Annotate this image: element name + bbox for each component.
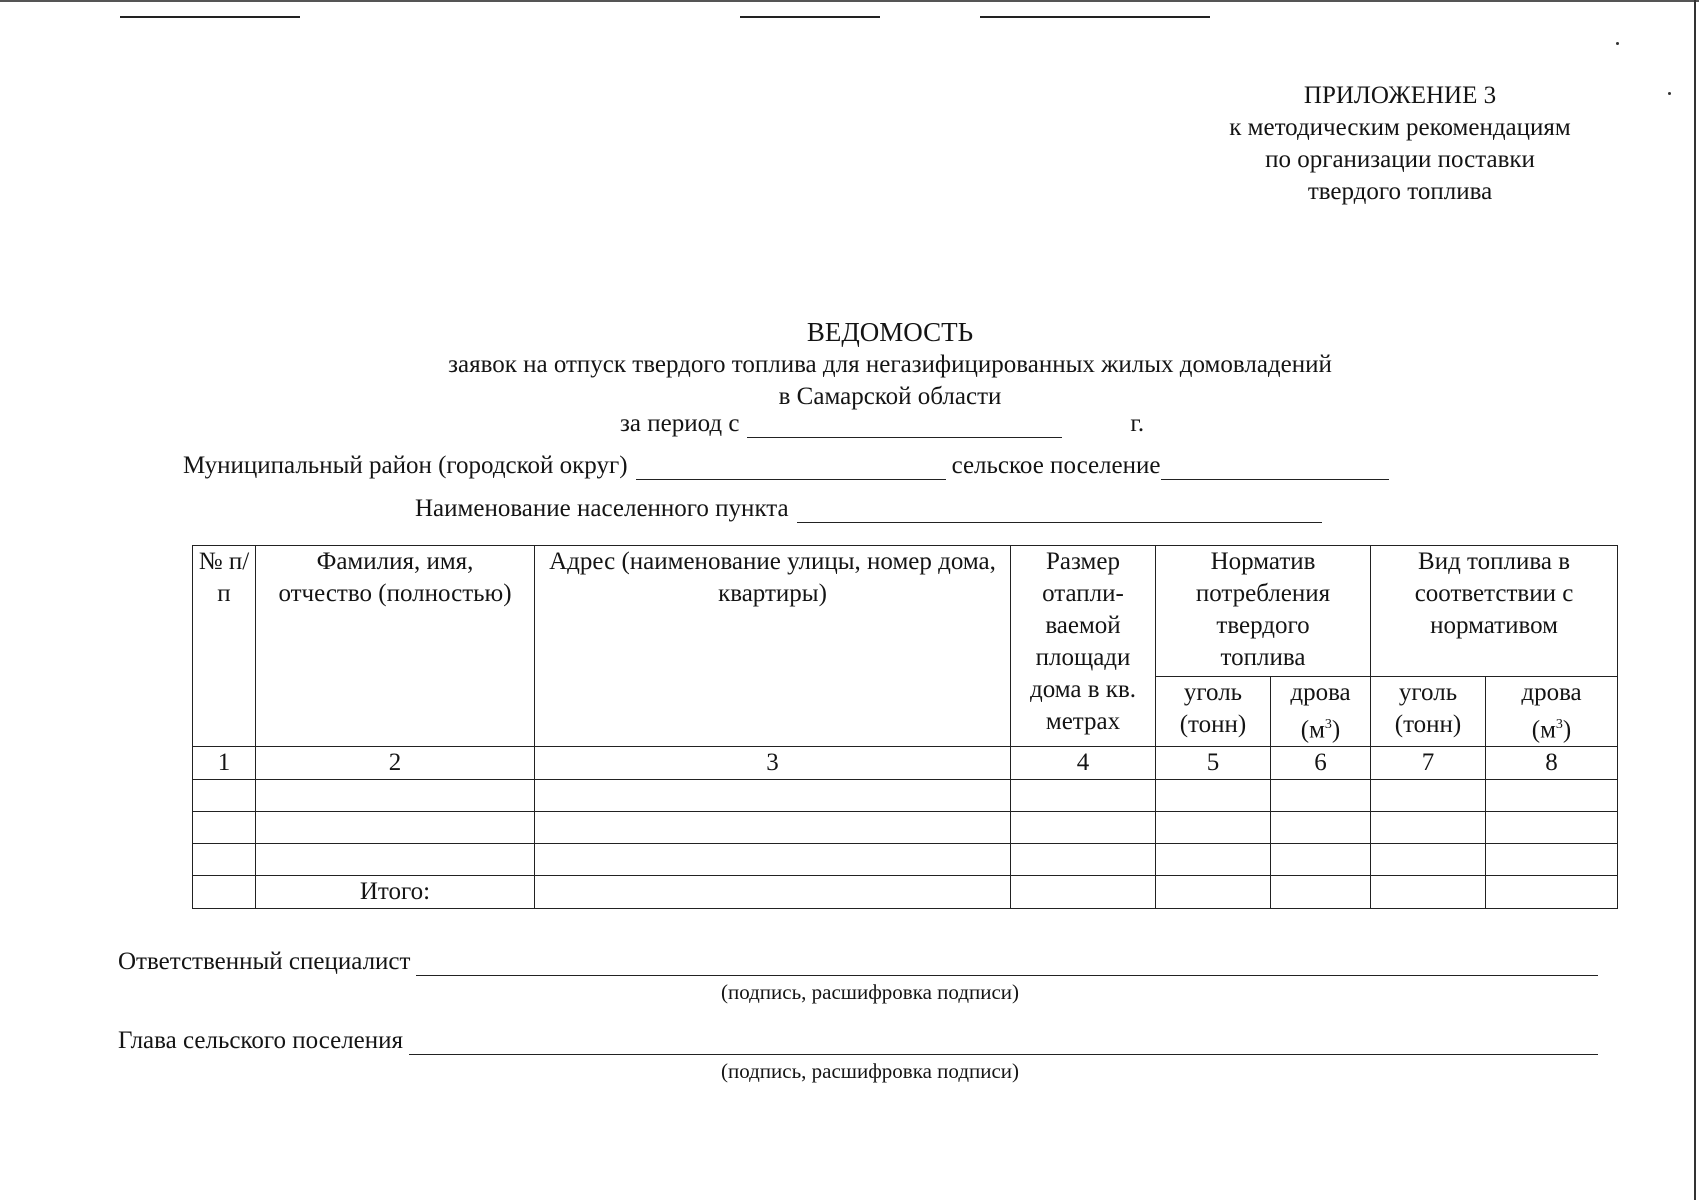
table-total-row (193, 876, 1618, 909)
table-cell[interactable] (1271, 876, 1371, 909)
header-fuel-type: Вид топлива в соответствии с нормативом (1371, 546, 1618, 677)
table-cell[interactable] (1156, 876, 1271, 909)
appendix-reference-line: по организации поставки (1265, 146, 1535, 173)
table-cell[interactable] (256, 844, 535, 876)
table-cell[interactable] (1371, 844, 1486, 876)
table-cell[interactable] (1486, 812, 1618, 844)
table-cell[interactable] (193, 876, 256, 909)
header-consumption-norm: Норматив потребления твердого топлива (1156, 546, 1371, 677)
signature-caption: (подпись, расшифровка подписи) (720, 1059, 1020, 1083)
period-line (620, 410, 1144, 438)
appendix-block (1150, 80, 1650, 208)
table-cell[interactable] (1011, 844, 1156, 876)
scan-edge-line (980, 16, 1210, 18)
table-row (193, 844, 1618, 876)
column-number: 5 (1156, 747, 1271, 780)
applications-table (192, 545, 1618, 909)
period-date-field[interactable] (747, 413, 1062, 438)
document-heading (0, 315, 1699, 413)
locality-line (415, 495, 1322, 523)
scan-speck (1616, 42, 1619, 45)
district-field[interactable] (636, 455, 946, 480)
table-cell[interactable] (1371, 812, 1486, 844)
locality-field[interactable] (797, 498, 1322, 523)
settlement-field[interactable] (1161, 455, 1389, 480)
coal-unit: (тонн) (1394, 711, 1462, 738)
table-cell[interactable] (1011, 876, 1156, 909)
column-number: 8 (1486, 747, 1618, 780)
header-heated-area: Размер отапли- ваемой площади дома в кв. метрах (1011, 546, 1156, 747)
scan-edge-line (120, 16, 300, 18)
wood-label: дрова (1290, 679, 1351, 706)
settlement-label: сельское поселение (951, 452, 1161, 479)
table-row (193, 780, 1618, 812)
table-cell[interactable] (1486, 844, 1618, 876)
table-cell[interactable] (1156, 844, 1271, 876)
appendix-title: ПРИЛОЖЕНИЕ 3 (1303, 82, 1497, 109)
header-norm-coal (1156, 677, 1271, 747)
table-cell[interactable] (1371, 780, 1486, 812)
specialist-signature-line (118, 948, 1598, 976)
wood-label: дрова (1521, 679, 1582, 706)
appendix-reference-line: к методическим рекомендациям (1229, 114, 1571, 141)
table-cell[interactable] (1011, 780, 1156, 812)
locality-label: Наименование населенного пункта (415, 495, 789, 522)
coal-label: уголь (1398, 679, 1458, 706)
header-type-coal (1371, 677, 1486, 747)
signature-caption: (подпись, расшифровка подписи) (720, 980, 1020, 1004)
table-cell[interactable] (193, 844, 256, 876)
specialist-label: Ответственный специалист (118, 948, 411, 975)
document-region: в Самарской области (778, 383, 1002, 410)
wood-unit: $(м^3)$ (1531, 716, 1572, 744)
table-cell[interactable] (1271, 844, 1371, 876)
column-number-row (193, 747, 1618, 780)
table-row (193, 812, 1618, 844)
table-cell[interactable] (1371, 876, 1486, 909)
period-prefix: за период с (620, 410, 740, 437)
table-cell[interactable] (1486, 876, 1618, 909)
total-label: Итого: (256, 876, 535, 909)
header-number: № п/п (193, 546, 256, 747)
table-cell[interactable] (256, 780, 535, 812)
table-cell[interactable] (535, 812, 1011, 844)
header-full-name: Фамилия, имя, отчество (полностью) (256, 546, 535, 747)
table-cell[interactable] (535, 844, 1011, 876)
specialist-signature-field[interactable] (416, 951, 1598, 976)
column-number: 4 (1011, 747, 1156, 780)
document-subtitle: заявок на отпуск твердого топлива для негазифицированных жилых домовладений (448, 351, 1332, 378)
column-number: 1 (193, 747, 256, 780)
table-cell[interactable] (1486, 780, 1618, 812)
table-cell[interactable] (1011, 812, 1156, 844)
period-suffix: г. (1130, 410, 1145, 437)
table-cell[interactable] (535, 876, 1011, 909)
table-cell[interactable] (1156, 812, 1271, 844)
wood-unit: $(м^3)$ (1300, 716, 1341, 744)
coal-unit: (тонн) (1179, 711, 1247, 738)
table-cell[interactable] (535, 780, 1011, 812)
table-cell[interactable] (1156, 780, 1271, 812)
head-signature-line (118, 1027, 1598, 1055)
table-cell[interactable] (256, 812, 535, 844)
district-line (183, 452, 1389, 480)
coal-label: уголь (1183, 679, 1243, 706)
header-address: Адрес (наименование улицы, номер дома, квартиры) (535, 546, 1011, 747)
table-cell[interactable] (1271, 812, 1371, 844)
scan-edge-line (1694, 0, 1696, 1200)
head-label: Глава сельского поселения (118, 1027, 404, 1054)
document-title: ВЕДОМОСТЬ (806, 317, 974, 347)
header-norm-wood (1271, 677, 1371, 747)
column-number: 3 (535, 747, 1011, 780)
table-cell[interactable] (1271, 780, 1371, 812)
scan-speck (1668, 92, 1671, 95)
table-cell[interactable] (193, 780, 256, 812)
scan-edge-line (740, 16, 880, 18)
column-number: 2 (256, 747, 535, 780)
column-number: 7 (1371, 747, 1486, 780)
appendix-reference-line: твердого топлива (1307, 178, 1493, 205)
table-cell[interactable] (193, 812, 256, 844)
column-number: 6 (1271, 747, 1371, 780)
table-header-row (193, 546, 1618, 677)
district-label: Муниципальный район (городской округ) (183, 452, 628, 479)
head-signature-field[interactable] (409, 1030, 1598, 1055)
scan-edge-line (0, 0, 1699, 2)
header-type-wood (1486, 677, 1618, 747)
